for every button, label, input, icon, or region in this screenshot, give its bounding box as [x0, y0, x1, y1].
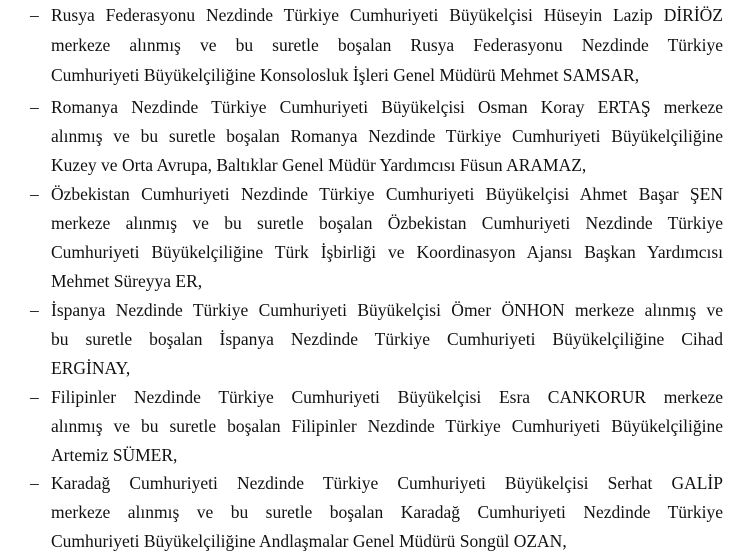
text-line: merkeze alınmış ve bu suretle boşalan Özbekistan Cumhuriyeti Nezdinde Türkiye: [51, 213, 723, 233]
text-line: Artemiz SÜMER,: [51, 445, 178, 465]
text-line: Cumhuriyeti Büyükelçiliğine Türk İşbirliği ve Koordinasyon Ajansı Başkan Yardımcısı: [51, 242, 723, 262]
text-line: Özbekistan Cumhuriyeti Nezdinde Türkiye Cumhuriyeti Büyükelçisi Ahmet Başar ŞEN: [51, 184, 723, 204]
list-dash: –: [30, 300, 39, 320]
list-dash: –: [30, 184, 39, 204]
text-line: İspanya Nezdinde Türkiye Cumhuriyeti Büyükelçisi Ömer ÖNHON merkeze alınmış ve: [51, 300, 723, 320]
text-line: alınmış ve bu suretle boşalan Romanya Nezdinde Türkiye Cumhuriyeti Büyükelçiliğine: [51, 126, 723, 146]
text-line: Rusya Federasyonu Nezdinde Türkiye Cumhuriyeti Büyükelçisi Hüseyin Lazip DİRİÖZ: [51, 5, 723, 25]
text-line: Filipinler Nezdinde Türkiye Cumhuriyeti Büyükelçisi Esra CANKORUR merkeze: [51, 387, 723, 407]
text-line: Mehmet Süreyya ER,: [51, 271, 203, 291]
list-dash: –: [30, 5, 39, 25]
text-line: ERGİNAY,: [51, 358, 131, 378]
list-dash: –: [30, 387, 39, 407]
text-line: Cumhuriyeti Büyükelçiliğine Konsolosluk İşleri Genel Müdürü Mehmet SAMSAR,: [51, 65, 640, 85]
text-line: alınmış ve bu suretle boşalan Filipinler Nezdinde Türkiye Cumhuriyeti Büyükelçiliğine: [51, 416, 723, 436]
text-line: merkeze alınmış ve bu suretle boşalan Rusya Federasyonu Nezdinde Türkiye: [51, 35, 723, 55]
list-dash: –: [30, 97, 39, 117]
list-dash: –: [30, 473, 39, 493]
text-line: Cumhuriyeti Büyükelçiliğine Andlaşmalar Genel Müdürü Songül OZAN,: [51, 531, 567, 551]
text-line: Romanya Nezdinde Türkiye Cumhuriyeti Büyükelçisi Osman Koray ERTAŞ merkeze: [51, 97, 723, 117]
text-line: merkeze alınmış ve bu suretle boşalan Karadağ Cumhuriyeti Nezdinde Türkiye: [51, 502, 723, 522]
text-line: bu suretle boşalan İspanya Nezdinde Türkiye Cumhuriyeti Büyükelçiliğine Cihad: [51, 329, 723, 349]
text-line: Kuzey ve Orta Avrupa, Baltıklar Genel Müdür Yardımcısı Füsun ARAMAZ,: [51, 155, 587, 175]
text-line: Karadağ Cumhuriyeti Nezdinde Türkiye Cumhuriyeti Büyükelçisi Serhat GALİP: [51, 473, 723, 493]
